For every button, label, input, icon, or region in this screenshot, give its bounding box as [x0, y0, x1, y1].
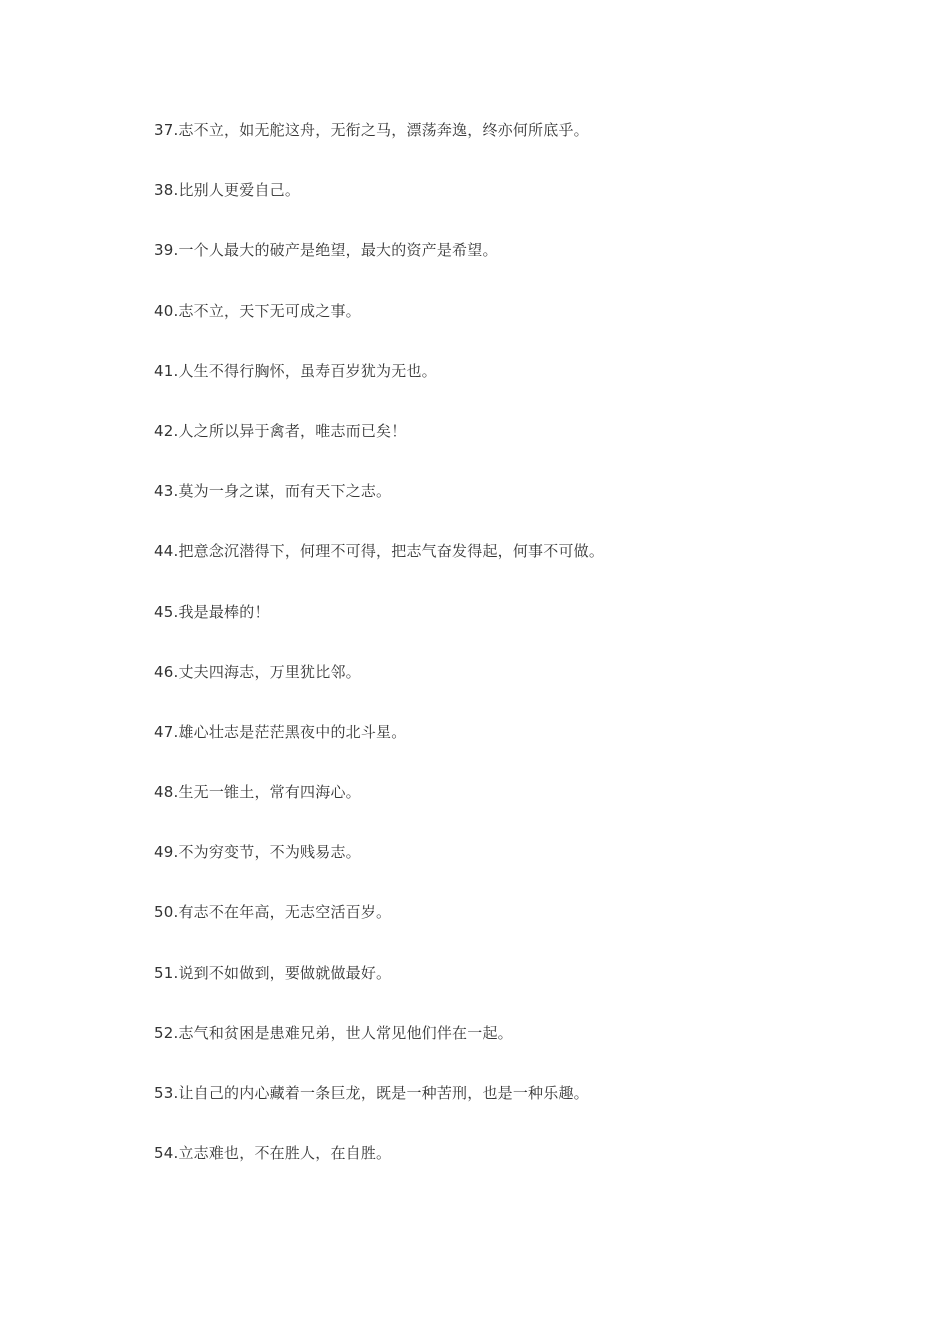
- quote-line: 51.说到不如做到，要做就做最好。: [154, 963, 392, 982]
- quote-line: 38.比别人更爱自己。: [154, 181, 301, 200]
- quote-line: 47.雄心壮志是茫茫黑夜中的北斗星。: [154, 722, 407, 741]
- quote-line: 48.生无一锥土，常有四海心。: [154, 783, 361, 802]
- quote-line: 53.让自己的内心藏着一条巨龙，既是一种苦刑，也是一种乐趣。: [154, 1084, 589, 1102]
- quote-line: 42.人之所以异于禽者，唯志而已矣！: [154, 421, 407, 440]
- quote-line: 41.人生不得行胸怀，虽寿百岁犹为无也。: [154, 361, 437, 380]
- quote-line: 45.我是最棒的！: [154, 602, 270, 621]
- quote-line: 44.把意念沉潜得下，何理不可得，把志气奋发得起，何事不可做。: [154, 542, 605, 561]
- quote-line: 43.莫为一身之谋，而有天下之志。: [154, 482, 392, 501]
- quote-line: 37.志不立，如无舵这舟，无衔之马，漂荡奔逸，终亦何所底乎。: [154, 121, 589, 139]
- quote-line: 49.不为穷变节，不为贱易志。: [154, 843, 361, 862]
- quote-line: 39.一个人最大的破产是绝望，最大的资产是希望。: [154, 241, 498, 260]
- quote-line: 50.有志不在年高，无志空活百岁。: [154, 903, 392, 922]
- quote-line: 54.立志难也，不在胜人，在自胜。: [154, 1144, 392, 1163]
- quote-line: 52.志气和贫困是患难兄弟，世人常见他们伴在一起。: [154, 1023, 513, 1042]
- quote-line: 40.志不立，天下无可成之事。: [154, 301, 361, 320]
- quote-list: [154, 118, 914, 1201]
- quote-line: 46.丈夫四海志，万里犹比邻。: [154, 662, 361, 681]
